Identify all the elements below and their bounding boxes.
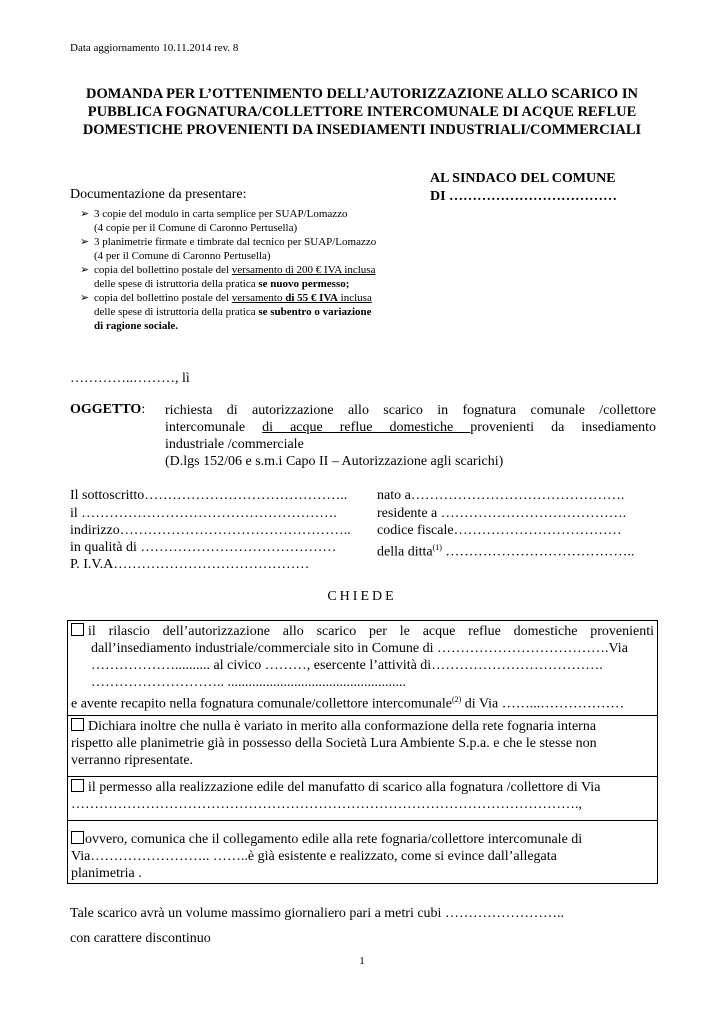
page-number: 1 — [359, 955, 365, 967]
list-item-text: (4 per il Comune di Caronno Pertusella) — [94, 250, 271, 262]
list-item — [80, 235, 440, 263]
list-item-text: delle spese di istruttoria della pratica se subentro o variazione — [94, 306, 372, 318]
field-il[interactable]: il ………………………………………………. — [70, 506, 337, 521]
documents-heading: Documentazione da presentare: — [70, 187, 247, 202]
field-sottoscritto[interactable]: Il sottoscritto…………………………………….. — [70, 488, 348, 503]
subject-label: OGGETTO: — [70, 402, 146, 417]
arrow-bullet-icon: ➢ — [80, 292, 90, 304]
field-qualita[interactable]: in qualità di …………………………………… — [70, 540, 337, 555]
option-line: ……………………….. ................................................... — [91, 675, 406, 690]
subject-line: industriale /commerciale — [165, 437, 304, 452]
list-item — [80, 291, 440, 333]
subject-line: intercomunale di acque reflue domestiche provenienti da insediamento — [165, 420, 657, 435]
field-residente[interactable]: residente a …………………………………. — [377, 506, 627, 521]
option-line: Via…………………….. ……..è già esistente e realizzato, come si evince dall’allegata — [71, 849, 557, 864]
option-line: rispetto alle planimetrie già in possesso della Società Lura Ambiente S.p.a. e che le stesse non — [71, 736, 597, 751]
chiede-heading: CHIEDE — [327, 589, 397, 604]
field-piva[interactable]: P. I.V.A…………………………………… — [70, 557, 310, 572]
option-box-2 — [67, 715, 658, 777]
option-line: ………………………………………………………………………………………………., — [71, 797, 582, 812]
option-box-4 — [67, 820, 658, 884]
list-item-text: (4 copie per il Comune di Caronno Pertusella) — [94, 222, 298, 234]
date-place-field[interactable]: …………..………, lì — [70, 371, 190, 386]
addressee-line: DI ……………………………… — [430, 189, 618, 204]
option-line: e avente recapito nella fognatura comunale/collettore intercomunale$^{(2)}$ di Via ……...……………… — [71, 695, 625, 712]
checkbox-icon[interactable] — [71, 718, 84, 731]
option-box-1 — [67, 620, 658, 716]
list-item — [80, 207, 440, 235]
update-date: Data aggiornamento 10.11.2014 rev. 8 — [70, 42, 239, 54]
list-item-text: di ragione sociale. — [94, 320, 179, 332]
option-line: planimetria . — [71, 866, 142, 881]
title-line: PUBBLICA FOGNATURA/COLLETTORE INTERCOMUNALE DI ACQUE REFLUE — [87, 104, 637, 120]
option-line: ovvero, comunica che il collegamento edile alla rete fognaria/collettore intercomunale di — [71, 831, 654, 848]
option-line: verranno ripresentate. — [71, 753, 194, 768]
list-item-text: copia del bollettino postale del versamento di 200 € IVA inclusa — [94, 264, 376, 276]
volume-line[interactable]: Tale scarico avrà un volume massimo giornaliero pari a metri cubi …………………….. — [70, 906, 564, 921]
checkbox-icon[interactable] — [71, 831, 84, 844]
subject-text — [165, 402, 656, 470]
subject-line: (D.lgs 152/06 e s.m.i Capo II – Autorizzazione agli scarichi) — [165, 454, 504, 469]
list-item-text: copia del bollettino postale del versamento di 55 € IVA inclusa — [94, 292, 372, 304]
title-line: DOMESTICHE PROVENIENTI DA INSEDIAMENTI INDUSTRIALI/COMMERCIALI — [82, 122, 642, 138]
checkbox-icon[interactable] — [71, 623, 84, 636]
list-item-text: 3 copie del modulo in carta semplice per SUAP/Lomazzo — [94, 208, 348, 220]
character-line: con carattere discontinuo — [70, 931, 211, 946]
document-title — [60, 85, 664, 139]
checkbox-icon[interactable] — [71, 779, 84, 792]
subject-line: richiesta di autorizzazione allo scarico in fognatura comunale /collettore — [165, 403, 656, 418]
field-codice-fiscale[interactable]: codice fiscale……………………………… — [377, 523, 622, 538]
option-line: il permesso alla realizzazione edile del manufatto di scarico alla fognatura /collettore di Via — [71, 779, 654, 796]
list-item-text: 3 planimetrie firmate e timbrate dal tecnico per SUAP/Lomazzo — [94, 236, 377, 248]
list-item — [80, 263, 440, 291]
arrow-bullet-icon: ➢ — [80, 208, 90, 220]
option-line: dall’insediamento industriale/commerciale sito in Comune di ……………………………….Via — [91, 641, 628, 656]
arrow-bullet-icon: ➢ — [80, 264, 90, 276]
addressee — [430, 170, 617, 206]
title-line: DOMANDA PER L’OTTENIMENTO DELL’AUTORIZZAZIONE ALLO SCARICO IN — [86, 86, 638, 102]
option-line: il rilascio dell’autorizzazione allo scarico per le acque reflue domestiche provenienti — [71, 623, 654, 640]
arrow-bullet-icon: ➢ — [80, 236, 90, 248]
list-item-text: delle spese di istruttoria della pratica se nuovo permesso; — [94, 278, 350, 290]
documents-list — [80, 207, 440, 333]
field-nato[interactable]: nato a………………………………………. — [377, 488, 625, 503]
option-line: ……………….......... al civico ………, esercente l’attività di………………………………. — [91, 658, 603, 673]
field-indirizzo[interactable]: indirizzo………………………………………….. — [70, 523, 351, 538]
option-box-3 — [67, 776, 658, 821]
option-line: Dichiara inoltre che nulla è variato in merito alla conformazione della rete fognaria interna — [71, 718, 654, 735]
field-ditta[interactable]: della ditta$^{(1)}$ ………………………………….. — [377, 543, 635, 560]
addressee-line: AL SINDACO DEL COMUNE — [430, 171, 616, 186]
